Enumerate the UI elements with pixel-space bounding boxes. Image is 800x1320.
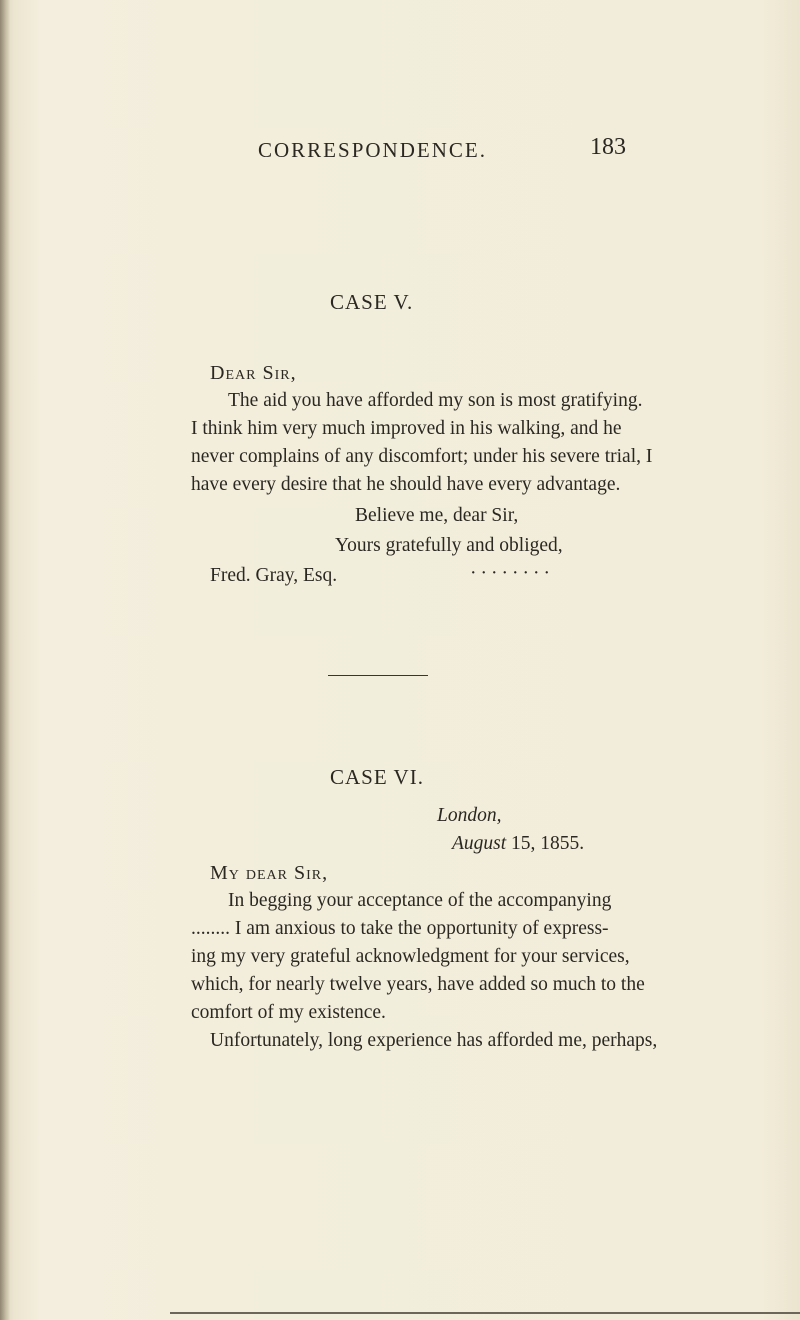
case-vi-line-3: ing my very grateful acknowledgment for your services,: [191, 946, 630, 967]
case-vi-line-1: In begging your acceptance of the accompanying: [228, 890, 612, 911]
case-vi-line-6: Unfortunately, long experience has afforded me, perhaps,: [210, 1030, 658, 1051]
case-vi-date-month: August: [452, 833, 507, 854]
case-vi-line-2: ........ I am anxious to take the opportunity of express-: [191, 918, 609, 939]
page-gutter-shadow: [0, 0, 10, 1320]
case-v-title: CASE V.: [330, 290, 414, 314]
bottom-edge-rule: [170, 1312, 800, 1314]
case-vi-line-4: which, for nearly twelve years, have added so much to the: [191, 974, 645, 995]
case-v-line-3: never complains of any discomfort; under his severe trial, I: [191, 446, 653, 467]
case-vi-date: [452, 833, 584, 855]
case-vi-title: CASE VI.: [330, 765, 424, 789]
case-vi-place: London,: [437, 805, 502, 826]
case-v-closing-1: Believe me, dear Sir,: [355, 505, 519, 526]
page-number: 183: [590, 134, 626, 160]
case-v-line-2: I think him very much improved in his walking, and he: [191, 418, 622, 439]
case-vi-line-5: comfort of my existence.: [191, 1002, 386, 1023]
case-v-closing-2: Yours gratefully and obliged,: [335, 535, 563, 556]
case-v-salutation: Dear Sir,: [210, 362, 297, 384]
case-v-addressee: Fred. Gray, Esq.: [210, 565, 338, 586]
case-v-signature-dots: ········: [470, 563, 554, 584]
case-vi-date-rest: 15, 1855.: [511, 833, 585, 854]
case-v-line-1: The aid you have afforded my son is most gratifying.: [228, 390, 643, 411]
running-header: CORRESPONDENCE.: [258, 138, 487, 162]
case-vi-salutation: My dear Sir,: [210, 862, 329, 884]
case-v-line-4: have every desire that he should have every advantage.: [191, 474, 621, 495]
section-divider: [328, 675, 428, 676]
